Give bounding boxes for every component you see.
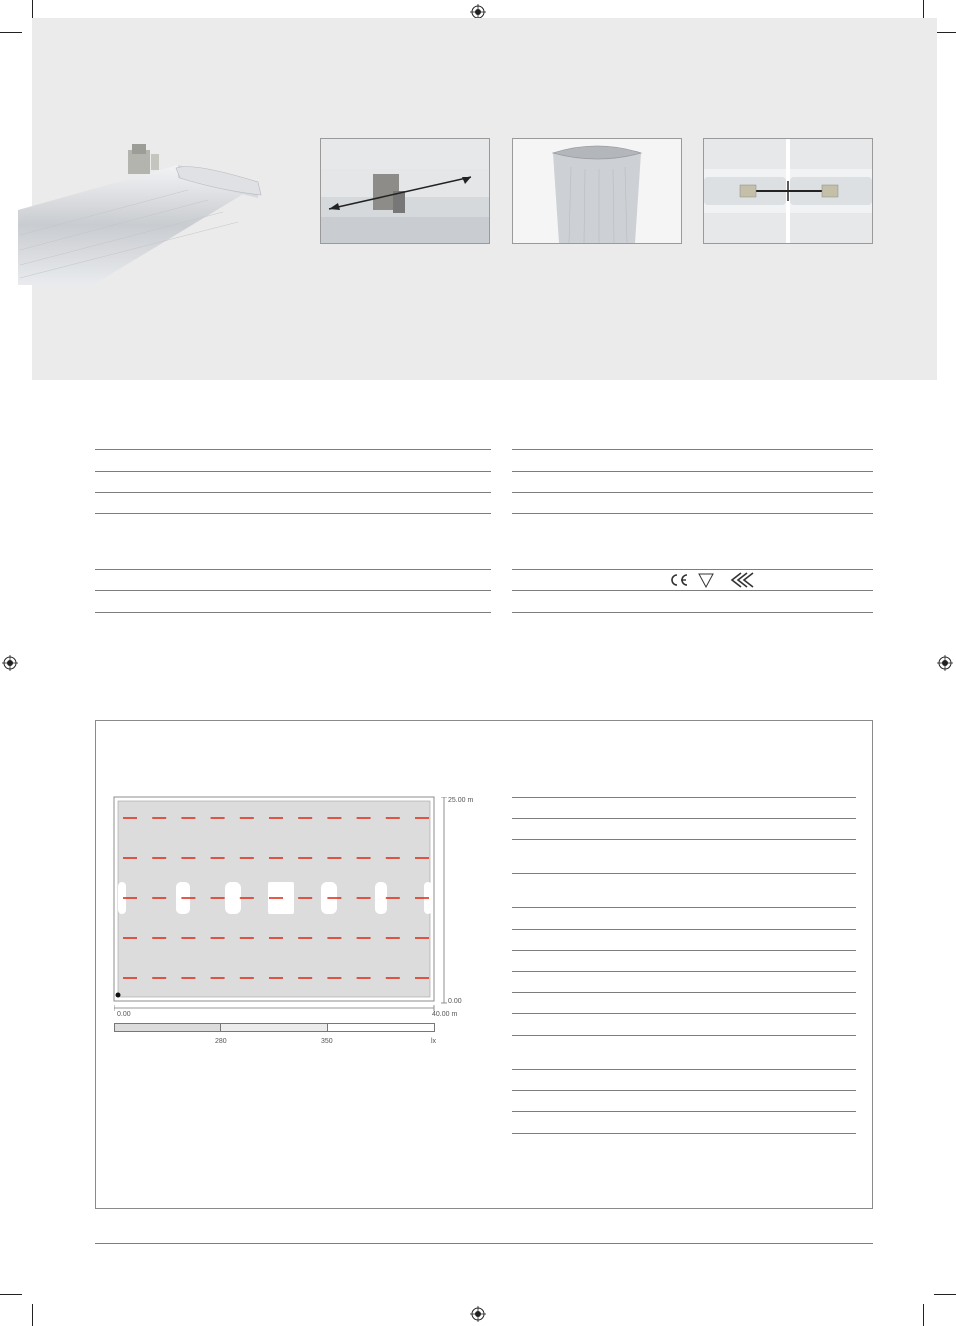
results-table-rule	[512, 992, 856, 993]
registration-mark-icon	[937, 655, 953, 671]
plan-origin-marker	[116, 993, 121, 998]
results-table-rule	[512, 797, 856, 798]
spec-table-rule	[95, 471, 491, 472]
results-table-rule	[512, 1133, 856, 1134]
crop-mark	[934, 32, 956, 33]
results-table-rule	[512, 839, 856, 840]
spec-table-rule	[95, 492, 491, 493]
bright-illuminance-zone	[225, 882, 241, 914]
enec-arrow-mark-icon	[727, 571, 755, 589]
spec-table-rule	[512, 471, 873, 472]
y-axis-min-label: 0.00	[448, 998, 462, 1005]
scale-segment-high	[327, 1023, 435, 1032]
mounting-bracket-thumbnail	[320, 138, 490, 244]
crop-mark	[0, 1294, 22, 1295]
y-axis-max-label: 25.00 m	[448, 797, 474, 804]
results-table-rule	[512, 1013, 856, 1014]
crop-mark	[32, 1304, 33, 1326]
x-axis-min-label: 0.00	[117, 1011, 131, 1018]
results-table-rule	[512, 818, 856, 819]
x-axis-max-label: 40.00 m	[432, 1011, 458, 1018]
registration-mark-icon	[2, 655, 18, 671]
spec-table-rule	[512, 569, 873, 570]
crop-mark	[934, 1294, 956, 1295]
registration-mark-icon	[470, 1306, 486, 1322]
luminaire-product-image	[18, 140, 268, 290]
connector-thumbnail	[703, 138, 873, 244]
spec-table-rule	[512, 590, 873, 591]
triangle-mark-icon	[697, 572, 715, 588]
results-table-rule	[512, 1035, 856, 1036]
scale-segment-low	[114, 1023, 221, 1032]
results-table-rule	[512, 1111, 856, 1112]
x-dimension-line	[114, 1004, 436, 1012]
results-table-rule	[512, 1090, 856, 1091]
results-table-rule	[512, 950, 856, 951]
spec-table-rule	[512, 449, 873, 450]
spec-table-rule	[512, 513, 873, 514]
spec-table-rule	[512, 612, 873, 613]
ce-mark-icon	[668, 572, 690, 588]
illuminance-floor-plan	[110, 794, 445, 1006]
spec-table-rule	[95, 449, 491, 450]
crop-mark	[0, 32, 22, 33]
footer-rule	[95, 1243, 873, 1244]
results-table-rule	[512, 873, 856, 874]
results-table-rule	[512, 1069, 856, 1070]
spec-table-rule	[95, 513, 491, 514]
results-table-rule	[512, 929, 856, 930]
spec-table-rule	[512, 492, 873, 493]
spec-table-rule	[95, 612, 491, 613]
scale-label-350: 350	[321, 1038, 333, 1045]
spec-table-rule	[95, 569, 491, 570]
results-table-rule	[512, 907, 856, 908]
crop-mark	[923, 1304, 924, 1326]
bright-illuminance-zone	[375, 882, 387, 914]
scale-unit-label: lx	[431, 1038, 437, 1045]
scale-label-280: 280	[215, 1038, 227, 1045]
spec-table-rule	[95, 590, 491, 591]
scale-segment-mid	[220, 1023, 328, 1032]
results-table-rule	[512, 971, 856, 972]
end-cap-thumbnail	[512, 138, 682, 244]
y-dimension-line	[440, 797, 448, 1007]
